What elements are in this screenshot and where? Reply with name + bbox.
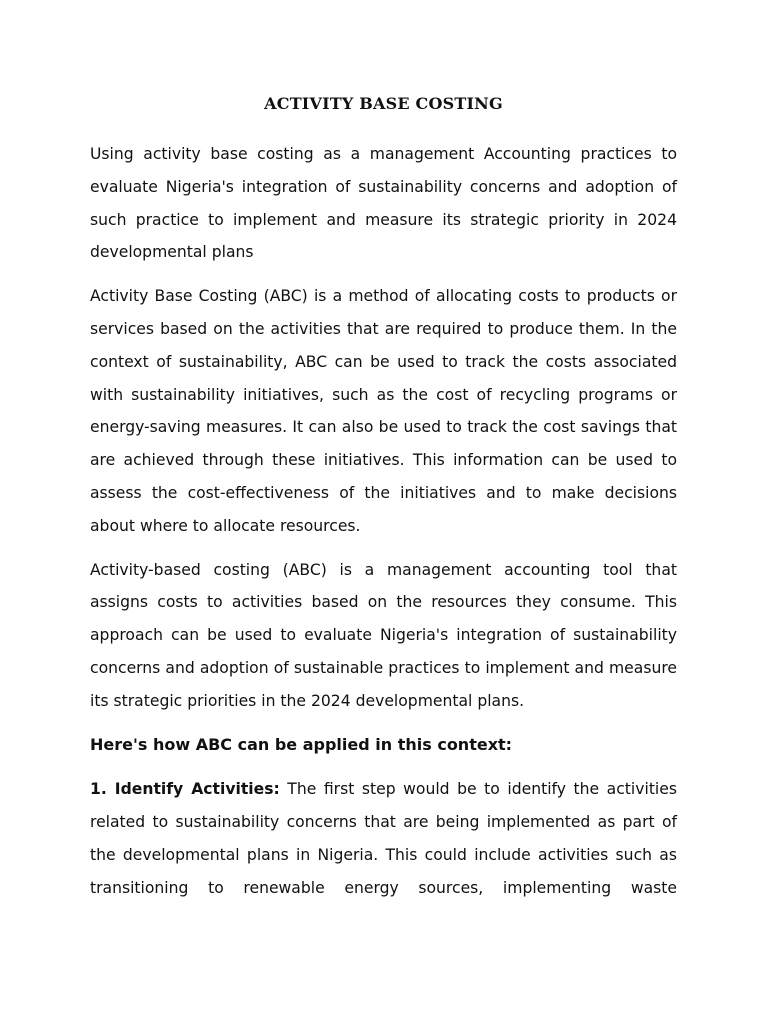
- document-title: ACTIVITY BASE COSTING: [264, 94, 503, 113]
- step-1-text: The first step would be to identify the activities related to sustainability concerns that are being implemented as part of the developmental plans in Nigeria. This could include activities such as transitioning to renewable energy sources, implementing waste: [90, 780, 677, 897]
- intro-paragraph: Using activity base costing as a management Accounting practices to evaluate Nigeria's integration of sustainability concerns and adoption of such practice to implement and measure its strategic priority in 2024 developmental plans: [90, 145, 677, 262]
- step-1-paragraph: [90, 773, 677, 904]
- abc-definition-paragraph: Activity Base Costing (ABC) is a method of allocating costs to products or services based on the activities that are required to produce them. In the context of sustainability, ABC can be used to track the costs associated with sustainability initiatives, such as the cost of recycling programs or energy-saving measures. It can also be used to track the cost savings that are achieved through these initiatives. This information can be used to assess the cost-effectiveness of the initiatives and to make decisions about where to allocate resources.: [90, 287, 677, 535]
- abc-tool-paragraph: Activity-based costing (ABC) is a management accounting tool that assigns costs to activities based on the resources they consume. This approach can be used to evaluate Nigeria's integration of sustainability concerns and adoption of sustainable practices to implement and measure its strategic priorities in the 2024 developmental plans.: [90, 560, 677, 710]
- step-1-label: 1. Identify Activities:: [90, 780, 280, 799]
- section-heading: Here's how ABC can be applied in this context:: [90, 734, 513, 754]
- document-page: [90, 90, 677, 916]
